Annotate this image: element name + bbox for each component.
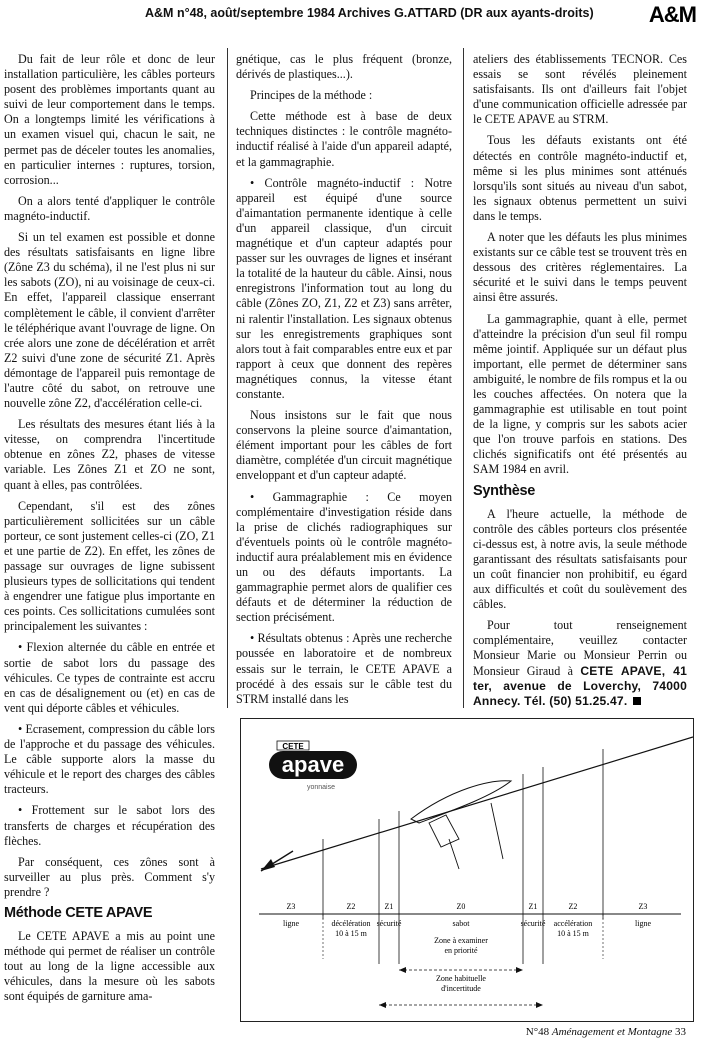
paragraph: ateliers des établissements TECNOR. Ces essais se sont révélés pleinement satisfaisants. Ils ont d'ailleurs fait l'objet d'une communication officielle adressée par le CETE APAVE au STRM.	[473, 52, 687, 127]
zone-label: sécurité	[376, 919, 402, 928]
zone-label: accélération	[553, 919, 593, 928]
end-mark-icon	[633, 697, 641, 705]
contact-address: CETE APAVE, 41 ter, avenue de Loverchy, 74000 Annecy. Tél. (50) 51.25.47.	[473, 663, 687, 708]
paragraph: A l'heure actuelle, la méthode de contrôle des câbles porteurs clos présentée ci-dessus est, à notre avis, la seule méthode garantissant des résultats satisfaisants pour un coût financier non prohibitif, eu égard aux difficultés et coût du soulèvement des câbles.	[473, 506, 687, 612]
paragraph: gnétique, cas le plus fréquent (bronze, dérivés de plastiques...).	[236, 52, 452, 82]
paragraph: A noter que les défauts les plus minimes existants sur ce câble test se trouvent très en dessous des critères réglementaires. La sécurité et le suivi dans le temps peuvent ainsi être assurés.	[473, 230, 687, 305]
bullet-item: • Frottement sur le sabot lors des transferts de charges et récupération des flèches.	[4, 803, 215, 848]
zone-label: sabot	[452, 919, 470, 928]
paragraph: Cette méthode est à base de deux techniques distinctes : le contrôle magnéto-inductif réalisé à l'aide d'un appareil adapté, et la gammagraphie.	[236, 109, 452, 169]
column-rule	[463, 48, 464, 708]
cable-zone-diagram	[240, 718, 694, 1022]
page-footer	[526, 1026, 686, 1038]
zone-length: 10 à 15 m	[335, 929, 367, 938]
magazine-title: Aménagement et Montagne	[551, 1026, 673, 1038]
zone-label: sécurité	[520, 919, 546, 928]
logo-apave-text: apave	[281, 752, 345, 777]
archive-caption: A&M n°48, août/septembre 1984 Archives G.ATTARD (DR aux ayants-droits)	[145, 6, 594, 20]
priority-zone-label: en priorité	[444, 946, 478, 955]
bullet-item: • Résultats obtenus : Après une recherche poussée en laboratoire et de nombreux essais sur le terrain, le CETE APAVE a procédé à des essais sur le câble test du STRM installé dans les	[236, 631, 452, 706]
paragraph: Par conséquent, ces zônes sont à surveiller au plus près. Comment s'y prendre ?	[4, 854, 215, 899]
magazine-logo: A&M	[648, 2, 696, 27]
bullet-item: • Ecrasement, compression du câble lors de l'approche et du passage des véhicules. Le câble supporte alors la masse du véhicule et le report des charges des câbles tracteurs.	[4, 721, 215, 797]
saddle-bracket	[429, 815, 459, 847]
zone-code: Z1	[528, 902, 538, 911]
pylon-right	[491, 803, 503, 859]
zone-label: ligne	[635, 919, 651, 928]
zone-code: Z2	[568, 902, 578, 911]
paragraph: Principes de la méthode :	[250, 88, 373, 103]
pylon-left	[449, 839, 459, 869]
page-number: 33	[675, 1026, 686, 1038]
column-1	[4, 52, 215, 1011]
column-rule	[227, 48, 228, 708]
diagram-svg	[241, 719, 693, 1021]
bullet-item: • Contrôle magnéto-inductif : Notre appareil est équipé d'une source d'aimantation permanente identique à celle d'un appareil classique, d'un circuit magnétique et d'un capteur adaptés pour passer sur les ouvrages de lignes et insérant la totalité de la hauteur du câble. Ainsi, nous enregistrons l'information tout au long du câble (Zônes ZO, Z1, Z2 et Z3) sans arrêter, ni ralentir l'installation. Les signaux obtenus sur les enregistrements graphiques sont alors tout à fait comparables entre eux et par rapport à ceux que donnent des repères magnétiques connus, la vitesse étant constante.	[236, 175, 452, 401]
zone-code: Z1	[384, 902, 394, 911]
zone-labels	[283, 902, 651, 938]
zone-length: 10 à 15 m	[557, 929, 589, 938]
paragraph: Tous les défauts existants ont été détectés en contrôle magnéto-inductif et, même si les plus minimes sont atténués lorsqu'ils sont situés au niveau d'un sabot, les signaux obtenus permettent un suivi dans le temps.	[473, 133, 687, 223]
contact-paragraph	[473, 618, 687, 709]
paragraph: Le CETE APAVE a mis au point une méthode qui permet de réaliser un contrôle tout au long de la ligne accessible aux véhicules, dans la mesure où les sabots sont équipés de garniture ama-	[4, 929, 215, 1004]
paragraph: Si un tel examen est possible et donne des résultats satisfaisants en ligne libre (Zône Z3 du schéma), il ne l'est plus ni sur les sabots (ZO), ni au voisinage de ceux-ci. En effet, l'appareil classique enserrant complètement le câble, il convient d'arrêter le téléphérique avant l'ouvrage de ligne. On crée alors une zone de décélération et arrêt Z2 suivi d'une zone de sécurité Z1. Après démontage de l'appareil puis remontage de l'autre côté du sabot, on retrouve une nouvelle zône Z2, d'accélération celle-ci.	[4, 230, 215, 411]
zone-code: Z2	[346, 902, 356, 911]
bullet-item: • Flexion alternée du câble en entrée et sortie de sabot lors du passage des véhicules. Ce types de contrainte est accru en cas de désalignement ou (et) en cas de vent qui déporte câbles et véhicules.	[4, 640, 215, 715]
issue-number: N°48	[525, 1026, 550, 1038]
logo-cete-text: CETE	[282, 742, 304, 751]
zone-label: ligne	[283, 919, 299, 928]
paragraph: Nous insistons sur le fait que nous conservons la pleine source d'aimantation, élément important pour les câbles de fort diamètre, complétée d'un circuit magnétique enveloppant et d'un capteur adapté.	[236, 408, 452, 483]
logo-sub-text: yonnaise	[306, 784, 336, 791]
paragraph: On a alors tenté d'appliquer le contrôle magnéto-inductif.	[4, 193, 215, 223]
uncertainty-zone-label: d'incertitude	[441, 984, 481, 993]
section-heading: Synthèse	[473, 482, 536, 499]
page-header	[0, 0, 702, 44]
zone-code: Z3	[638, 902, 648, 911]
column-2	[236, 52, 452, 713]
saddle-shape	[411, 781, 511, 823]
paragraph: Du fait de leur rôle et donc de leur installation particulière, les câbles porteurs posent des problèmes importants quant au suivi de leur comportement dans le temps. On a longtemps limité les vérifications à un examen visuel qui, chacun le sait, ne permet pas de déceler toutes les anomalies, en particulier internes : ruptures, torsion, corrosion...	[4, 52, 215, 187]
zone-label: décélération	[331, 919, 371, 928]
contact-intro: Pour tout renseignement complémentaire, veuillez contacter Monsieur Marie ou Monsieur Perrin ou Monsieur Giraud à	[473, 618, 687, 678]
priority-zone-label: Zone à examiner	[434, 936, 488, 945]
section-heading: Méthode CETE APAVE	[4, 904, 153, 921]
zone-code: Z0	[456, 902, 466, 911]
uncertainty-zone-label: Zone habituelle	[436, 974, 486, 983]
paragraph: La gammagraphie, quant à elle, permet d'atteindre la précision d'un seul fil rompu même jointif. Appliquée sur un défaut plus important, elle permet de déterminer sans ambiguité, le nombre de fils rompus et la ou les couches affectées. On notera que la gammagraphie est utilisable en tout point de la ligne, y compris sur les sabots acier que l'on trouve parfois en stations. Des clichés significatifs ont été présentés au SAM 1984 en avril.	[473, 311, 687, 477]
paragraph: Cependant, s'il est des zônes particulièrement sollicitées sur un câble porteur, ce sont justement celles-ci (ZO, Z1 et une partie de Z2). En effet, les zônes de passage sur ouvrages de ligne subissent plusieurs types de sollicitations qui tendent à engendrer une fatigue plus importante en ces points. Ces sollicitations cumulées sont principalement les suivantes :	[4, 498, 215, 634]
bullet-item: • Gammagraphie : Ce moyen complémentaire d'investigation réside dans la prise de clichés radiographiques sur d'éventuels points où le contrôle magnéto-inductif aura préalablement mis en évidence un ou des défauts importants. La gammagraphie permet alors de qualifier ces défauts et de déterminer la réduction de section précisément.	[236, 489, 452, 625]
arrow-head-icon	[261, 859, 275, 871]
zone-code: Z3	[286, 902, 296, 911]
column-3	[473, 52, 687, 715]
paragraph: Les résultats des mesures étant liés à la vitesse, on comprendra l'incertitude obtenue en zônes Z2, phases de vitesse variable. Les Zônes Z1 et ZO ne sont, quant à elles, pas contrôlées.	[4, 417, 215, 492]
apave-logo	[269, 741, 357, 791]
